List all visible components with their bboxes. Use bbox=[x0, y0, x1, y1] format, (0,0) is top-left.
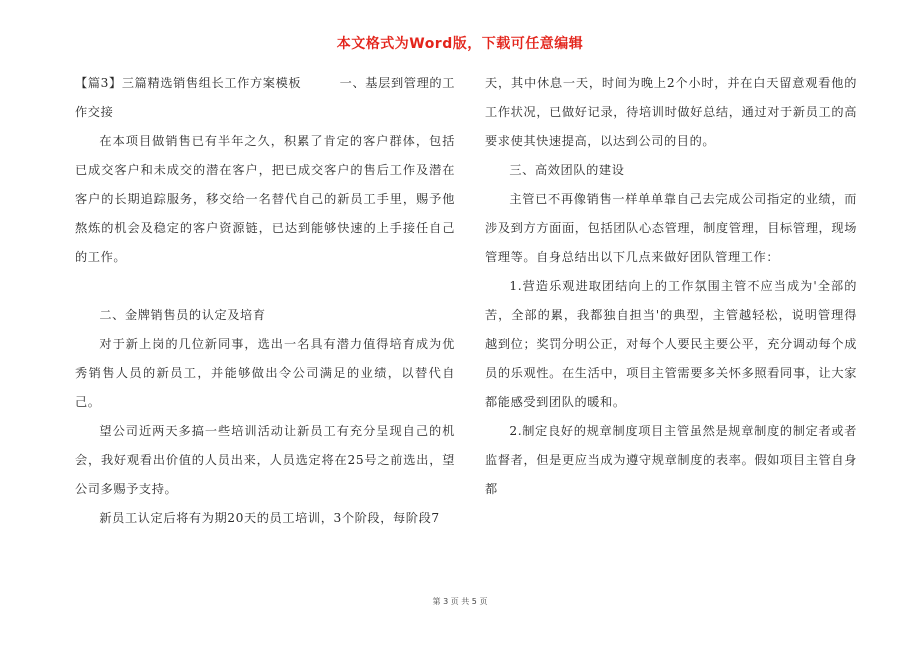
body-paragraph: 对于新上岗的几位新同事，选出一名具有潜力值得培育成为优秀销售人员的新员工，并能够做出令公司满足的业绩，以替代自己。 bbox=[75, 337, 455, 409]
body-paragraph: 主管已不再像销售一样单单靠自己去完成公司指定的业绩，而涉及到方方面面，包括团队心态管理，制度管理，目标管理，现场管理等。自身总结出以下几点来做好团队管理工作： bbox=[485, 192, 857, 264]
right-column bbox=[485, 69, 857, 504]
body-paragraph: 望公司近两天多搞一些培训活动让新员工有充分呈现自己的机会，我好观看出价值的人员出来，人员选定将在25号之前选出，望公司多赐予支持。 bbox=[75, 424, 455, 496]
document-banner: 本文格式为Word版，下载可任意编辑 bbox=[336, 36, 584, 52]
left-column bbox=[75, 69, 455, 533]
body-paragraph: 1.营造乐观进取团结向上的工作氛围主管不应当成为'全部的苦，全部的累，我都独自担当'的典型，主管越轻松，说明管理得越到位；奖罚分明公正，对每个人要民主要公平，充分调动每个成员的乐观性。在生活中，项目主管需要多关怀多照看同事，让大家都能感受到团队的暖和。 bbox=[485, 279, 857, 409]
page-number: 第 3 页 共 5 页 bbox=[432, 597, 488, 606]
section-heading: 三、高效团队的建设 bbox=[509, 163, 625, 177]
section-heading-paragraph: 【篇3】三篇精选销售组长工作方案模板 一、基层到管理的工作交接 bbox=[75, 76, 455, 119]
body-paragraph: 天，其中休息一天，时间为晚上2个小时，并在白天留意观看他的工作状况，已做好记录，待培训时做好总结，通过对于新员工的高要求使其快速提高，以达到公司的目的。 bbox=[485, 76, 857, 148]
body-paragraph: 2.制定良好的规章制度项目主管虽然是规章制度的制定者或者监督者，但是更应当成为遵守规章制度的表率。假如项目主管自身都 bbox=[485, 424, 857, 496]
body-paragraph: 在本项目做销售已有半年之久，积累了肯定的客户群体，包括已成交客户和未成交的潜在客户，把已成交客户的售后工作及潜在客户的长期追踪服务，移交给一名替代自己的新员工手里，赐予他熬炼的机会及稳定的客户资源链，已达到能够快速的上手接任自己的工作。 bbox=[75, 134, 455, 264]
body-paragraph: 新员工认定后将有为期20天的员工培训，3个阶段，每阶段7 bbox=[99, 511, 440, 525]
section-heading: 二、金牌销售员的认定及培育 bbox=[99, 308, 266, 322]
